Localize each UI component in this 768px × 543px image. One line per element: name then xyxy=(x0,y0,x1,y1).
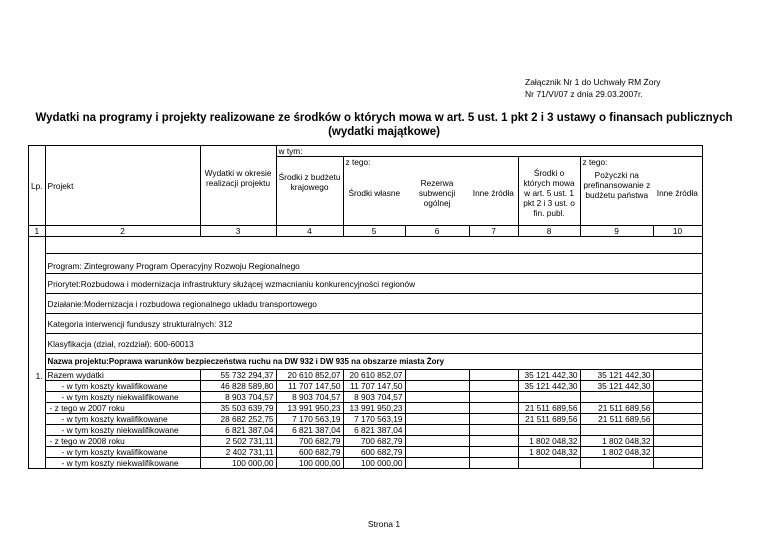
cell-c4: 7 170 563,19 xyxy=(276,414,343,425)
cell-c7 xyxy=(469,392,518,403)
header-srodki-art: Środki o których mowa w art. 5 ust. 1 pkt 2 i 3 ust. o fin. publ. xyxy=(518,168,580,226)
table-row xyxy=(29,458,703,469)
program-row: Program: Zintegrowany Program Operacyjny Rozwoju Regionalnego xyxy=(45,254,702,274)
cell-c10 xyxy=(653,458,702,469)
cell-c10 xyxy=(653,447,702,458)
cell-c5: 100 000,00 xyxy=(343,458,405,469)
row-label: - w tym koszty niekwalifikowane xyxy=(45,425,200,436)
col-number: 8 xyxy=(518,226,580,237)
cell-c3: 28 682 252,75 xyxy=(200,414,276,425)
cell-c7 xyxy=(469,425,518,436)
column-numbers-row xyxy=(29,226,703,237)
attachment-line-1: Załącznik Nr 1 do Uchwały RM Żory xyxy=(525,77,661,87)
kategoria-row: Kategoria interwencji funduszy strukturalnych: 312 xyxy=(45,314,702,334)
row-label: - w tym koszty niekwalifikowane xyxy=(45,458,200,469)
cell-c5: 7 170 563,19 xyxy=(343,414,405,425)
cell-c6 xyxy=(405,414,469,425)
cell-c10 xyxy=(653,425,702,436)
cell-c5: 6 821 387,04 xyxy=(343,425,405,436)
cell-c4: 100 000,00 xyxy=(276,458,343,469)
row-label: - z tego w 2008 roku xyxy=(45,436,200,447)
cell-c4: 700 682,79 xyxy=(276,436,343,447)
cell-c7 xyxy=(469,403,518,414)
cell-c10 xyxy=(653,414,702,425)
cell-c7 xyxy=(469,414,518,425)
header-z-tego-1: z tego: xyxy=(343,157,518,168)
col-number: 4 xyxy=(276,226,343,237)
cell-c3: 55 732 294,37 xyxy=(200,370,276,381)
header-inne-zrodla-1: Inne źródła xyxy=(469,168,518,226)
row-label: - z tego w 2007 roku xyxy=(45,403,200,414)
cell-c9: 21 511 689,56 xyxy=(580,403,653,414)
table-row xyxy=(29,381,703,392)
table-row xyxy=(29,414,703,425)
cell-c10 xyxy=(653,403,702,414)
table-row xyxy=(29,447,703,458)
cell-c3: 2 402 731,11 xyxy=(200,447,276,458)
col-number: 5 xyxy=(343,226,405,237)
header-w-tym: w tym: xyxy=(276,146,702,157)
dzialanie-row: Działanie:Modernizacja i rozbudowa regionalnego układu transportowego xyxy=(45,294,702,314)
row-label: - w tym koszty kwalifikowane xyxy=(45,447,200,458)
col-number: 6 xyxy=(405,226,469,237)
cell-c8: 21 511 689,56 xyxy=(518,403,580,414)
cell-c5: 13 991 950,23 xyxy=(343,403,405,414)
table-row xyxy=(29,370,703,381)
cell-c8: 35 121 442,30 xyxy=(518,381,580,392)
row-label: Razem wydatki xyxy=(45,370,200,381)
table-row xyxy=(29,436,703,447)
header-inne-zrodla-2: Inne źródła xyxy=(653,168,702,226)
cell-c4: 13 991 950,23 xyxy=(276,403,343,414)
cell-c9: 1 802 048,32 xyxy=(580,447,653,458)
header-rezerwa: Rezerwa subwencji ogólnej xyxy=(405,168,469,226)
header-projekt: Projekt xyxy=(45,168,200,226)
cell-c8 xyxy=(518,458,580,469)
page-footer: Strona 1 xyxy=(367,519,401,529)
header-z-tego-2: z tego: xyxy=(580,157,702,168)
cell-c8 xyxy=(518,425,580,436)
header-lp: Lp. xyxy=(29,168,46,226)
header-wydatki: Wydatki w okresie realizacji projektu xyxy=(200,168,276,226)
table-row xyxy=(29,392,703,403)
cell-c8: 21 511 689,56 xyxy=(518,414,580,425)
cell-c3: 100 000,00 xyxy=(200,458,276,469)
cell-c4: 11 707 147,50 xyxy=(276,381,343,392)
priorytet-row: Priorytet:Rozbudowa i modernizacja infrastruktury służącej wzmacnianiu konkurencyjności regionów xyxy=(45,274,702,294)
col-number: 9 xyxy=(580,226,653,237)
cell-c3: 2 502 731,11 xyxy=(200,436,276,447)
cell-c3: 46 828 589,80 xyxy=(200,381,276,392)
table-row xyxy=(29,425,703,436)
cell-c8: 1 802 048,32 xyxy=(518,447,580,458)
cell-c10 xyxy=(653,436,702,447)
header-pozyczki: Pożyczki na prefinansowanie z budżetu państwa xyxy=(580,168,653,226)
header-srodki-budzetu: Środki z budżetu krajowego xyxy=(276,168,343,226)
header-srodki-wlasne: Środki własne xyxy=(343,168,405,226)
cell-c5: 20 610 852,07 xyxy=(343,370,405,381)
table-row xyxy=(29,403,703,414)
cell-c10 xyxy=(653,392,702,403)
cell-c4: 8 903 704,57 xyxy=(276,392,343,403)
cell-c5: 700 682,79 xyxy=(343,436,405,447)
cell-c6 xyxy=(405,458,469,469)
cell-c9 xyxy=(580,392,653,403)
cell-c4: 20 610 852,07 xyxy=(276,370,343,381)
col-number: 10 xyxy=(653,226,702,237)
cell-c6 xyxy=(405,370,469,381)
cell-c9: 21 511 689,56 xyxy=(580,414,653,425)
cell-c4: 600 682,79 xyxy=(276,447,343,458)
cell-c9 xyxy=(580,458,653,469)
cell-c5: 11 707 147,50 xyxy=(343,381,405,392)
row-label: - w tym koszty kwalifikowane xyxy=(45,414,200,425)
cell-c7 xyxy=(469,447,518,458)
document-title: Wydatki na programy i projekty realizowane ze środków o których mowa w art. 5 ust. 1 pkt 2 i 3 ustawy o finansach publicznych xyxy=(35,112,733,124)
cell-c5: 600 682,79 xyxy=(343,447,405,458)
cell-c10 xyxy=(653,381,702,392)
cell-c9: 35 121 442,30 xyxy=(580,381,653,392)
cell-c6 xyxy=(405,447,469,458)
cell-c6 xyxy=(405,381,469,392)
row-number: 1. xyxy=(29,370,46,469)
col-number: 1 xyxy=(29,226,46,237)
cell-c9 xyxy=(580,425,653,436)
project-name-row: Nazwa projektu:Poprawa warunków bezpieczeństwa ruchu na DW 932 i DW 935 na obszarze miasta Żory xyxy=(45,354,702,370)
cell-c3: 8 903 704,57 xyxy=(200,392,276,403)
cell-c7 xyxy=(469,458,518,469)
col-number: 3 xyxy=(200,226,276,237)
cell-c7 xyxy=(469,370,518,381)
expenditure-table xyxy=(28,145,703,469)
attachment-line-2: Nr 71/VI/07 z dnia 29.03.2007r. xyxy=(525,89,643,99)
cell-c6 xyxy=(405,436,469,447)
cell-c8 xyxy=(518,392,580,403)
document-subtitle: (wydatki majątkowe) xyxy=(328,126,440,138)
cell-c6 xyxy=(405,425,469,436)
cell-c6 xyxy=(405,392,469,403)
cell-c9: 1 802 048,32 xyxy=(580,436,653,447)
cell-c4: 6 821 387,04 xyxy=(276,425,343,436)
cell-c6 xyxy=(405,403,469,414)
cell-c8: 1 802 048,32 xyxy=(518,436,580,447)
cell-c3: 6 821 387,04 xyxy=(200,425,276,436)
cell-c8: 35 121 442,30 xyxy=(518,370,580,381)
cell-c5: 8 903 704,57 xyxy=(343,392,405,403)
cell-c7 xyxy=(469,436,518,447)
cell-c7 xyxy=(469,381,518,392)
row-label: - w tym koszty kwalifikowane xyxy=(45,381,200,392)
row-label: - w tym koszty niekwalifikowane xyxy=(45,392,200,403)
cell-c3: 35 503 639,79 xyxy=(200,403,276,414)
col-number: 7 xyxy=(469,226,518,237)
klasyfikacja-row: Klasyfikacja (dział, rozdział): 600-60013 xyxy=(45,334,702,354)
cell-c10 xyxy=(653,370,702,381)
col-number: 2 xyxy=(45,226,200,237)
cell-c9: 35 121 442,30 xyxy=(580,370,653,381)
